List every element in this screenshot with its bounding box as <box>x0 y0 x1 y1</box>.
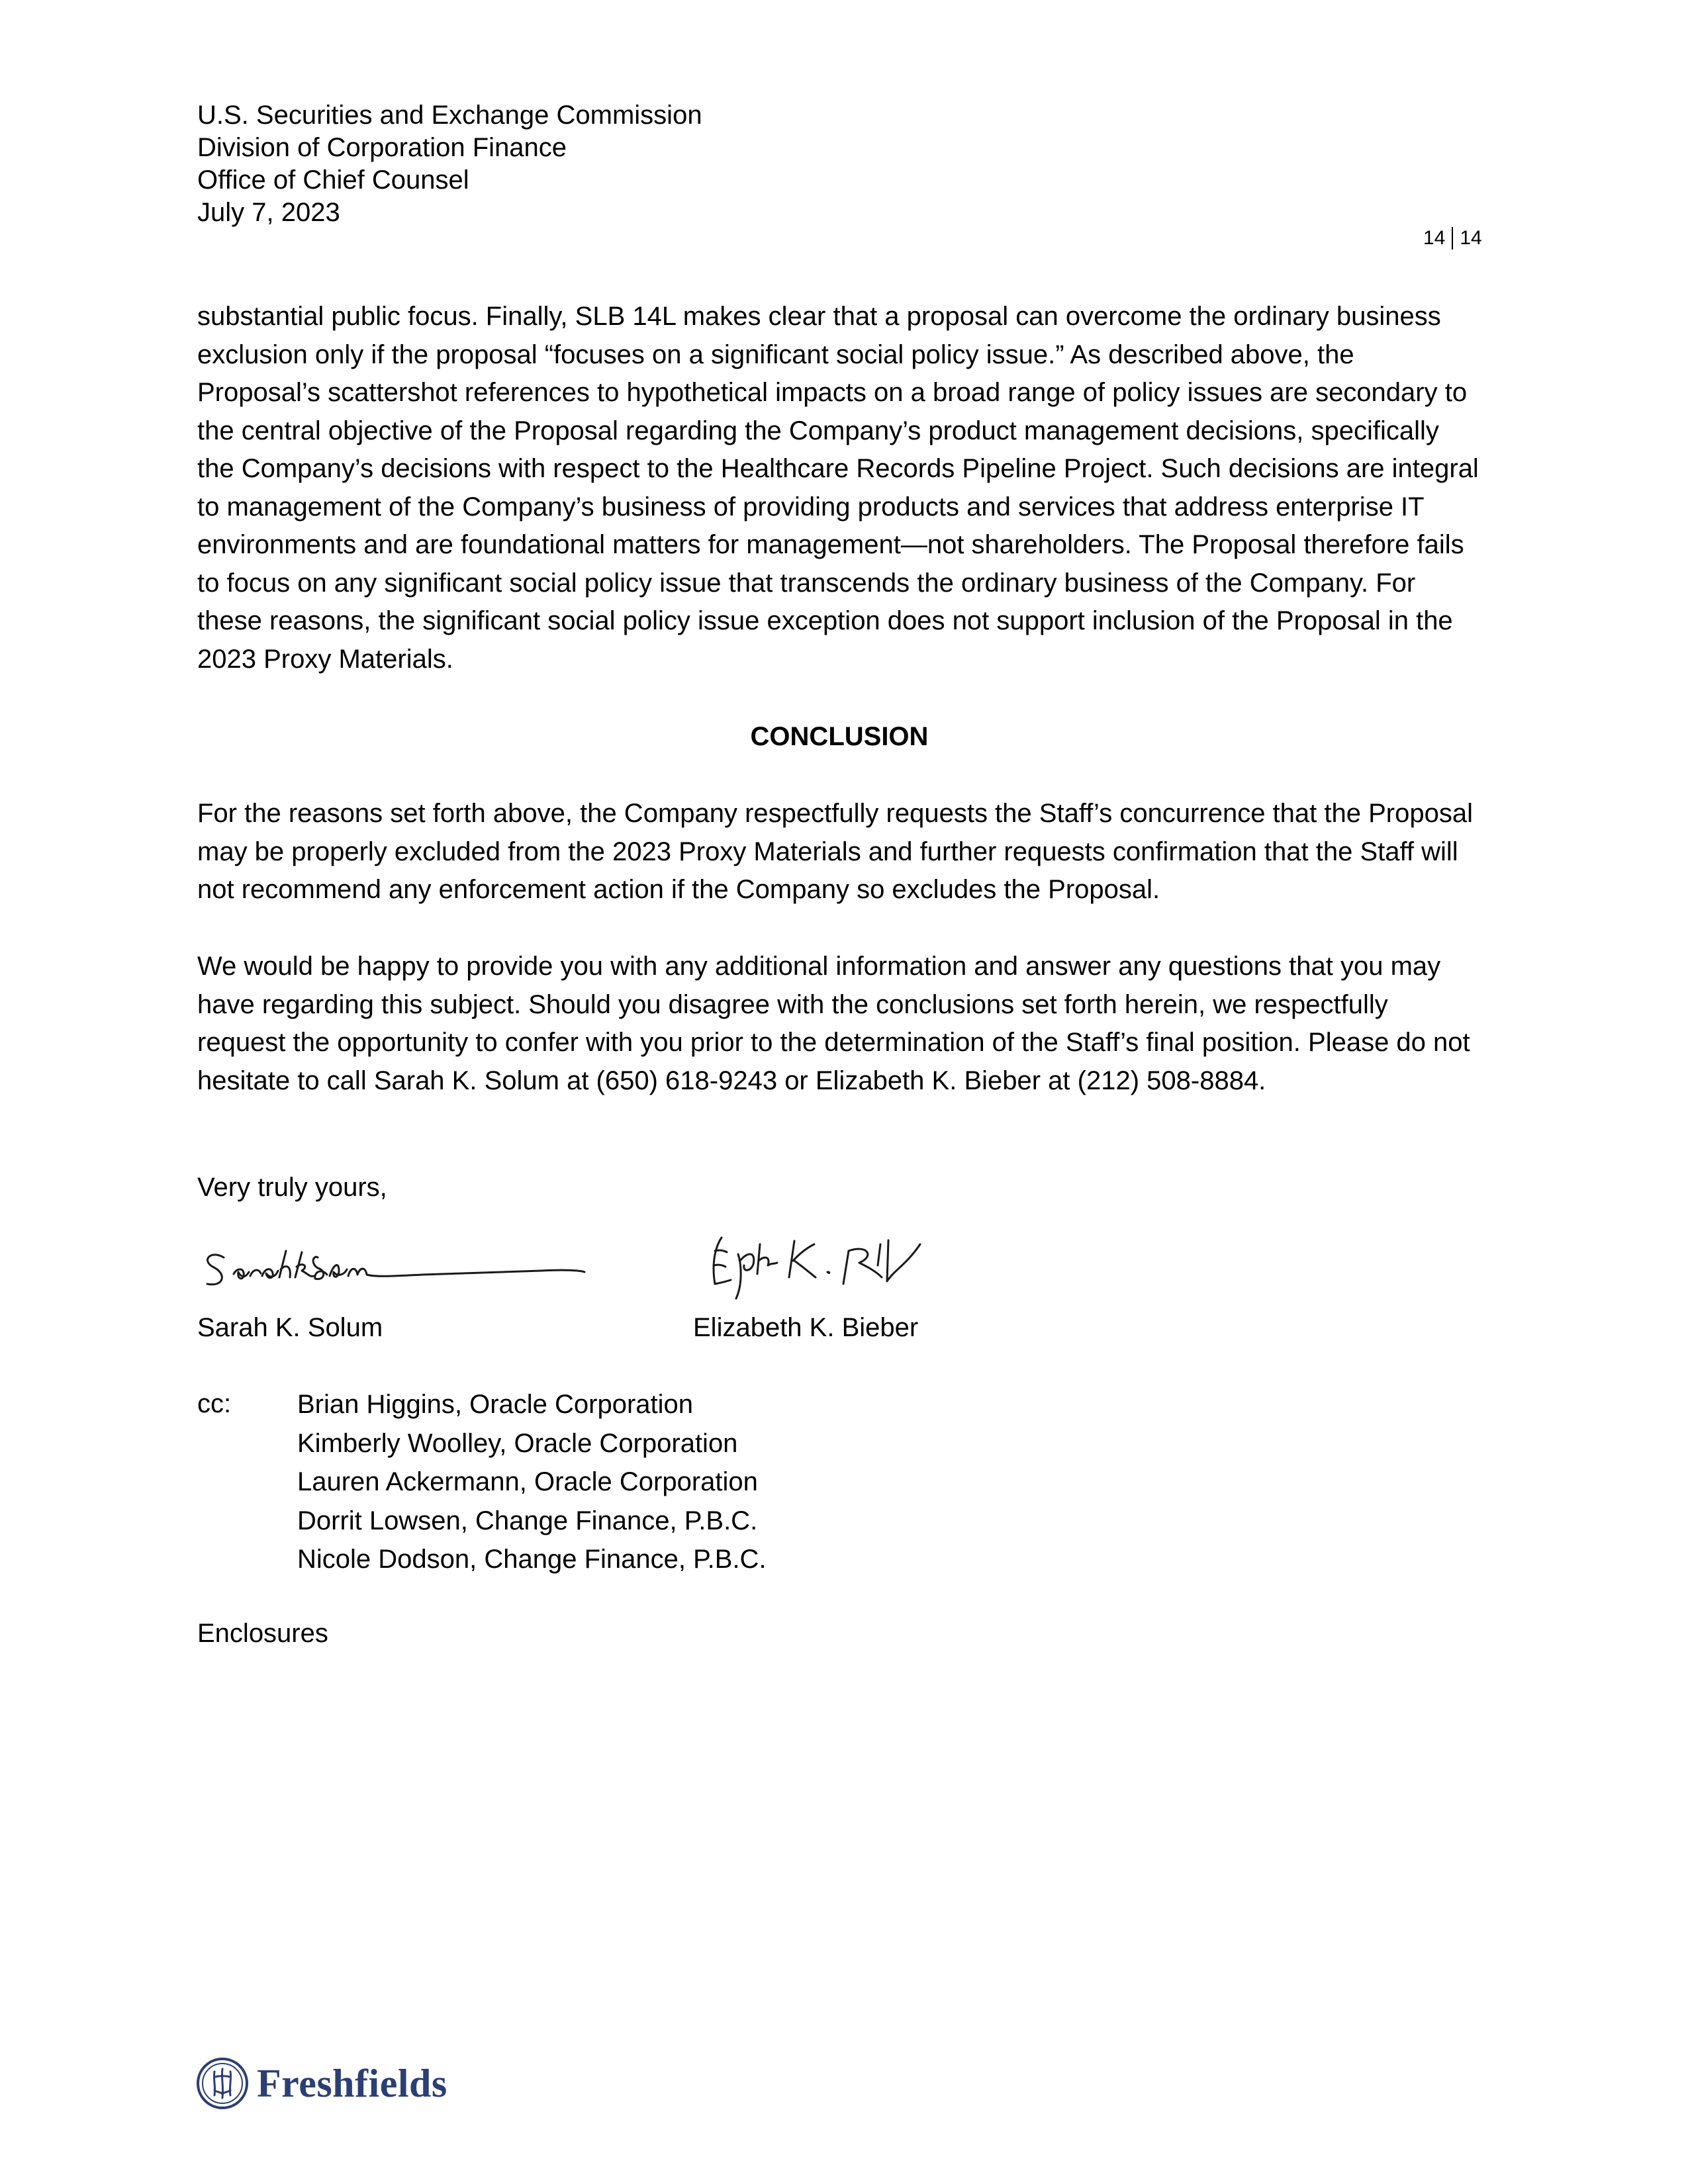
cc-recipient: Kimberly Woolley, Oracle Corporation <box>297 1428 738 1458</box>
cc-recipient: Dorrit Lowsen, Change Finance, P.B.C. <box>297 1506 758 1535</box>
signer-name-1: Sarah K. Solum <box>197 1313 383 1342</box>
cc-label: cc: <box>197 1389 232 1418</box>
page-number <box>1423 225 1482 251</box>
freshfields-logo <box>196 2057 447 2110</box>
signature-elizabeth-bieber <box>702 1224 953 1304</box>
cc-recipient: Lauren Ackermann, Oracle Corporation <box>297 1467 758 1496</box>
letter-header <box>197 99 702 229</box>
freshfields-emblem-icon <box>196 2057 249 2110</box>
signer-name-2: Elizabeth K. Bieber <box>693 1313 919 1342</box>
body-paragraph-2: For the reasons set forth above, the Company respectfully requests the Staff’s concurrence that the Proposal may be properly excluded from the 2023 Proxy Materials and further requests confirmation that the Staff will not recommend any enforcement action if the Company so excludes the Proposal. <box>197 799 1473 904</box>
cc-recipient: Brian Higgins, Oracle Corporation <box>297 1390 694 1419</box>
recipient-office: Office of Chief Counsel <box>197 165 469 195</box>
cc-recipient: Nicole Dodson, Change Finance, P.B.C. <box>297 1545 767 1574</box>
body-paragraph-3: We would be happy to provide you with any additional information and answer any questions that you may have regarding this subject. Should you disagree with the conclusions set forth herein, we respectfully request the opportunity to confer with you prior to the determination of the Staff’s final position. Please do not hesitate to call Sarah K. Solum at (650) 618-9243 or Elizabeth K. Bieber at (212) 508-8884. <box>197 952 1470 1095</box>
cc-recipient-list <box>297 1385 767 1579</box>
recipient-agency: U.S. Securities and Exchange Commission <box>197 101 702 130</box>
page-number-total: 14 <box>1460 227 1482 249</box>
logo-wordmark: Freshfields <box>257 2062 447 2105</box>
body-paragraph-1: substantial public focus. Finally, SLB 14L makes clear that a proposal can overcome the ordinary business exclusion only if the proposal “focuses on a significant social policy issue.” As described above, the Proposal’s scattershot references to hypothetical impacts on a broad range of policy issues are secondary to the central objective of the Proposal regarding the Company’s product management decisions, specifically the Company’s decisions with respect to the Healthcare Records Pipeline Project. Such decisions are integral to management of the Company’s business of providing products and services that address enterprise IT environments and are foundational matters for management—not shareholders. The Proposal therefore fails to focus on any significant social policy issue that transcends the ordinary business of the Company. For these reasons, the significant social policy issue exception does not support inclusion of the Proposal in the 2023 Proxy Materials. <box>197 302 1479 674</box>
section-heading: CONCLUSION <box>750 722 929 751</box>
signature-sarah-solum <box>197 1238 594 1297</box>
recipient-division: Division of Corporation Finance <box>197 133 567 162</box>
enclosures-note: Enclosures <box>197 1619 328 1648</box>
page-number-current: 14 <box>1423 227 1446 249</box>
letter-date: July 7, 2023 <box>197 198 340 227</box>
closing-salutation: Very truly yours, <box>197 1173 387 1202</box>
page-number-divider <box>1452 227 1453 250</box>
